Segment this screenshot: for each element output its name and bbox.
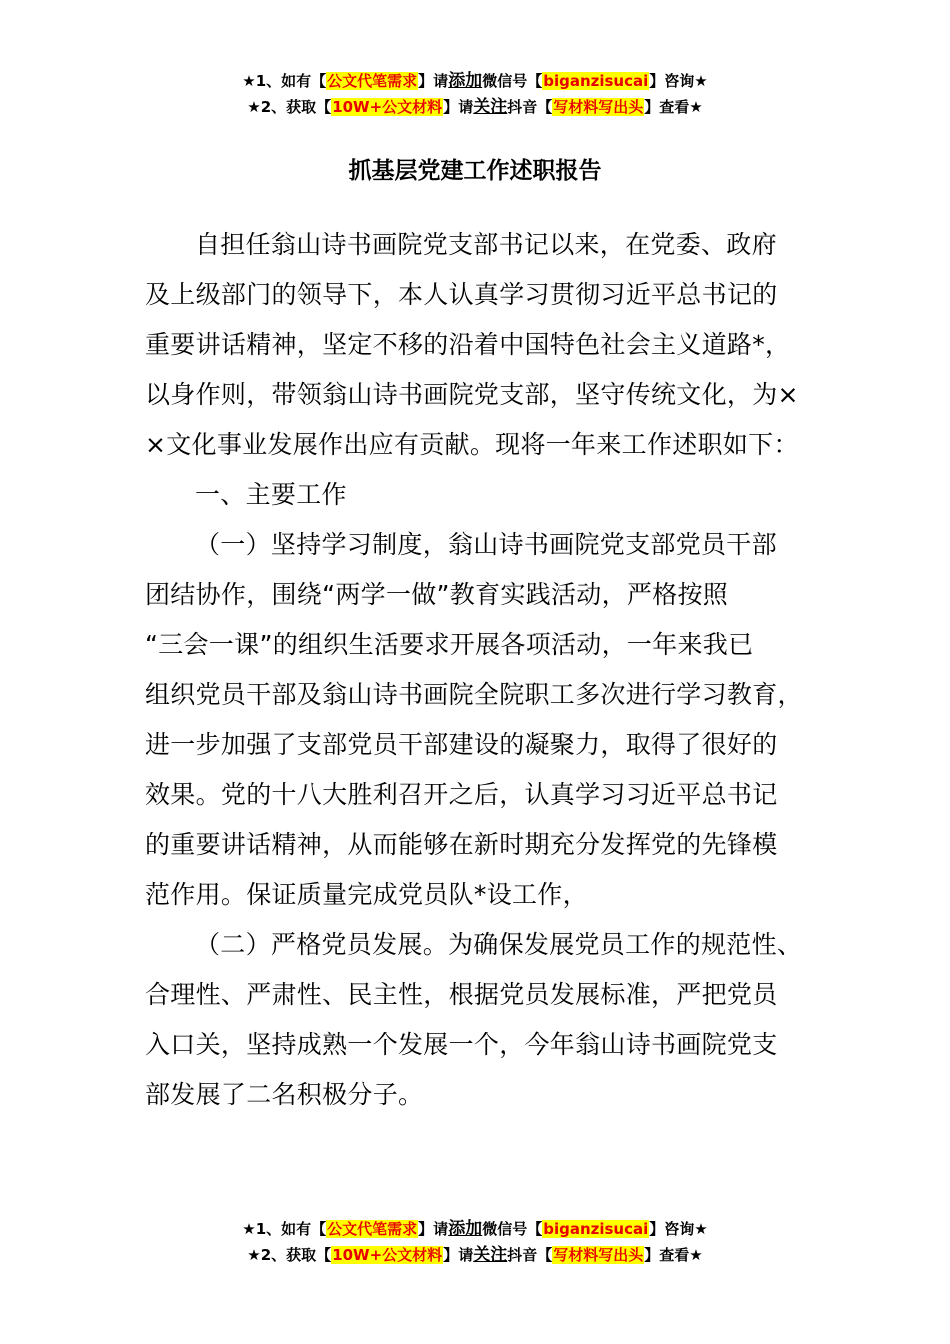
paragraph-line: 合理性、严肃性、民主性，根据党员发展标准，严把党员 <box>145 980 778 1009</box>
promo-line-1 <box>0 68 950 94</box>
paragraph-line: 以身作则，带领翁山诗书画院党支部，坚守传统文化，为× <box>145 380 799 409</box>
promo-text: 微信号【 <box>482 72 543 90</box>
promo-text: ★1、如有【 <box>242 72 327 90</box>
paragraph-line: 组织党员干部及翁山诗书画院全院职工多次进行学习教育， <box>145 680 803 709</box>
promo-text: 】咨询★ <box>649 72 708 90</box>
paragraph-line: 入口关，坚持成熟一个发展一个，今年翁山诗书画院党支 <box>145 1030 778 1059</box>
promo-highlight-wechat-id: biganzisucai <box>543 1220 649 1238</box>
paragraph-line: 范作用。保证质量完成党员队*设工作， <box>145 880 588 909</box>
promo-text: 】请 <box>418 72 449 90</box>
promo-text: 】咨询★ <box>649 1220 708 1238</box>
promo-text: ★2、获取【 <box>247 1246 332 1264</box>
promo-highlight: 公文代笔需求 <box>327 1220 418 1238</box>
promo-text: 】查看★ <box>644 1246 703 1264</box>
document-title: 抓基层党建工作述职报告 <box>348 158 602 184</box>
promo-text: ★1、如有【 <box>242 1220 327 1238</box>
document-body <box>145 220 807 1120</box>
paragraph-line: ×文化事业发展作出应有贡献。现将一年来工作述职如下： <box>145 430 799 459</box>
paragraph-line: （二）严格党员发展。为确保发展党员工作的规范性、 <box>195 930 803 959</box>
promo-highlight-wechat-id: biganzisucai <box>543 72 649 90</box>
paragraph-line: 的重要讲话精神，从而能够在新时期充分发挥党的先锋模 <box>145 830 778 859</box>
promo-highlight-douyin-id: 写材料写出头 <box>553 1246 644 1264</box>
paragraph-line: 及上级部门的领导下，本人认真学习贯彻习近平总书记的 <box>145 280 778 309</box>
promo-line-2 <box>0 1242 950 1268</box>
paragraph-line: 进一步加强了支部党员干部建设的凝聚力，取得了很好的 <box>145 730 778 759</box>
promo-underlined-text: 关注 <box>473 97 508 117</box>
promo-highlight-douyin-id: 写材料写出头 <box>553 98 644 116</box>
promo-line-1 <box>0 1216 950 1242</box>
paragraph-line: “三会一课”的组织生活要求开展各项活动，一年来我已 <box>145 630 754 659</box>
promo-text: 】请 <box>418 1220 449 1238</box>
promo-text: 】请 <box>443 1246 474 1264</box>
promo-line-2 <box>0 94 950 120</box>
promo-highlight: 公文代笔需求 <box>327 72 418 90</box>
promo-text: 抖音【 <box>507 1246 553 1264</box>
paragraph-line: 部发展了二名积极分子。 <box>145 1080 424 1109</box>
promo-text: 抖音【 <box>507 98 553 116</box>
promo-highlight: 10W+公文材料 <box>332 1246 443 1264</box>
promo-highlight: 10W+公文材料 <box>332 98 443 116</box>
promo-text: 】查看★ <box>644 98 703 116</box>
promo-text: ★2、获取【 <box>247 98 332 116</box>
paragraph-line: 自担任翁山诗书画院党支部书记以来，在党委、政府 <box>195 230 777 259</box>
promo-underlined-text: 关注 <box>473 1245 508 1265</box>
promo-underlined-text: 添加 <box>448 71 483 91</box>
section-heading: 一、主要工作 <box>195 480 347 509</box>
promo-underlined-text: 添加 <box>448 1219 483 1239</box>
promo-text: 微信号【 <box>482 1220 543 1238</box>
paragraph-line: 效果。党的十八大胜利召开之后，认真学习习近平总书记 <box>145 780 778 809</box>
footer-promo-banner <box>0 1216 950 1268</box>
promo-text: 】请 <box>443 98 474 116</box>
paragraph-line: 重要讲话精神，坚定不移的沿着中国特色社会主义道路*， <box>145 330 791 359</box>
header-promo-banner <box>0 68 950 120</box>
paragraph-line: 团结协作，围绕“两学一做”教育实践活动，严格按照 <box>145 580 729 609</box>
paragraph-line: （一）坚持学习制度，翁山诗书画院党支部党员干部 <box>195 530 777 559</box>
